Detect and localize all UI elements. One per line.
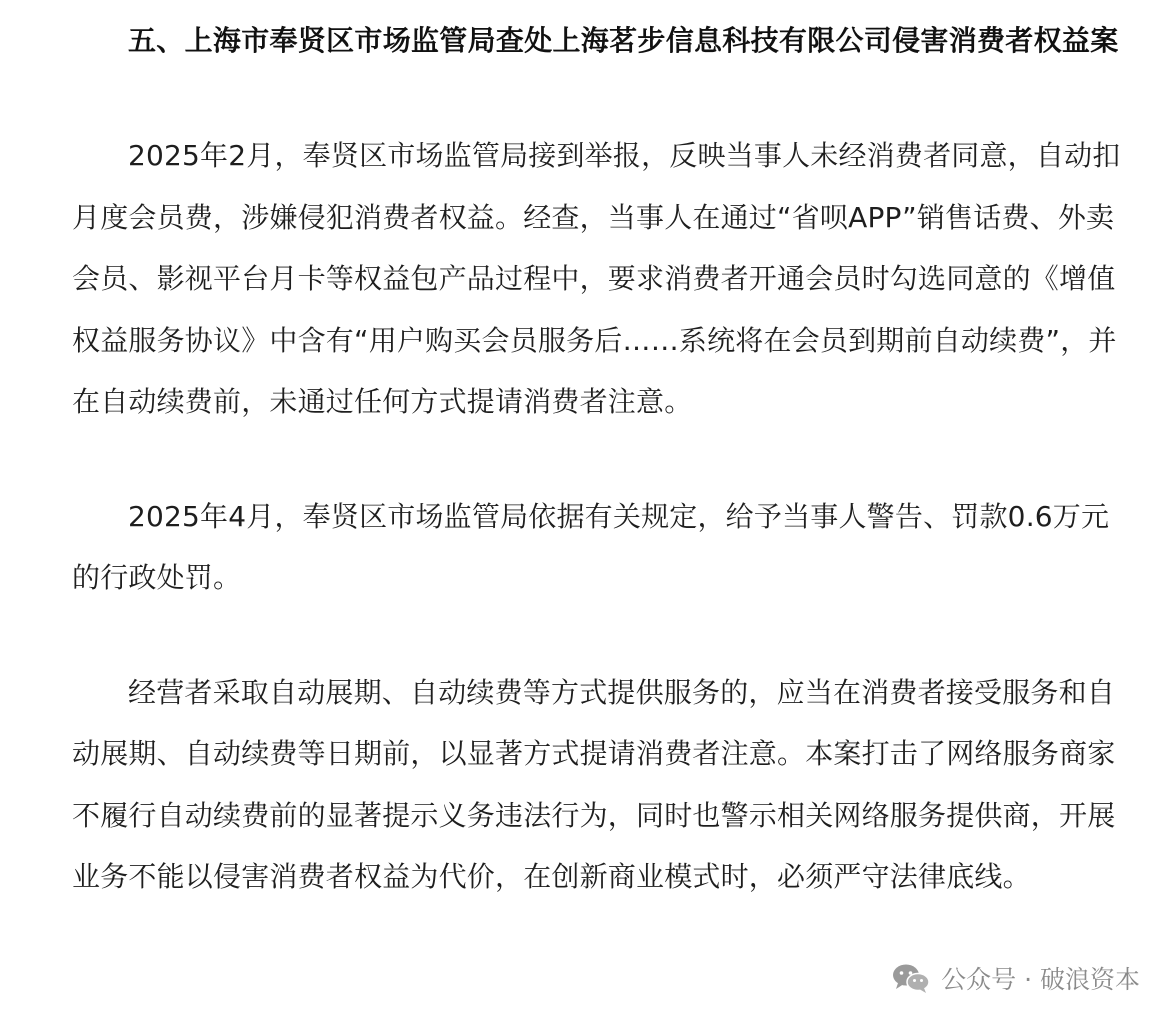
paragraph-penalty: 2025年4月，奉贤区市场监管局依据有关规定，给予当事人警告、罚款0.6万元的行政处罚。 — [72, 499, 1110, 594]
paragraph-case-facts: 2025年2月，奉贤区市场监管局接到举报，反映当事人未经消费者同意，自动扣月度会员费，涉嫌侵犯消费者权益。经查，当事人在通过“省呗APP”销售话费、外卖会员、影视平台月卡等权益包产品过程中，要求消费者开通会员时勾选同意的《增值权益服务协议》中含有“用户购买会员服务后……系统将在会员到期前自动续费”，并在自动续费前，未通过任何方式提请消费者注意。 — [72, 139, 1121, 418]
paragraph-commentary: 经营者采取自动展期、自动续费等方式提供服务的，应当在消费者接受服务和自动展期、自动续费等日期前，以显著方式提请消费者注意。本案打击了网络服务商家不履行自动续费前的显著提示义务违法行为，同时也警示相关网络服务提供商，开展业务不能以侵害消费者权益为代价，在创新商业模式时，必须严守法律底线。 — [72, 675, 1116, 893]
article — [72, 0, 1122, 908]
article-title: 五、上海市奉贤区市场监管局查处上海茗步信息科技有限公司侵害消费者权益案 — [128, 24, 1119, 57]
watermark — [891, 960, 1140, 996]
wechat-icon — [891, 962, 931, 994]
watermark-text: 公众号 · 破浪资本 — [941, 965, 1140, 994]
